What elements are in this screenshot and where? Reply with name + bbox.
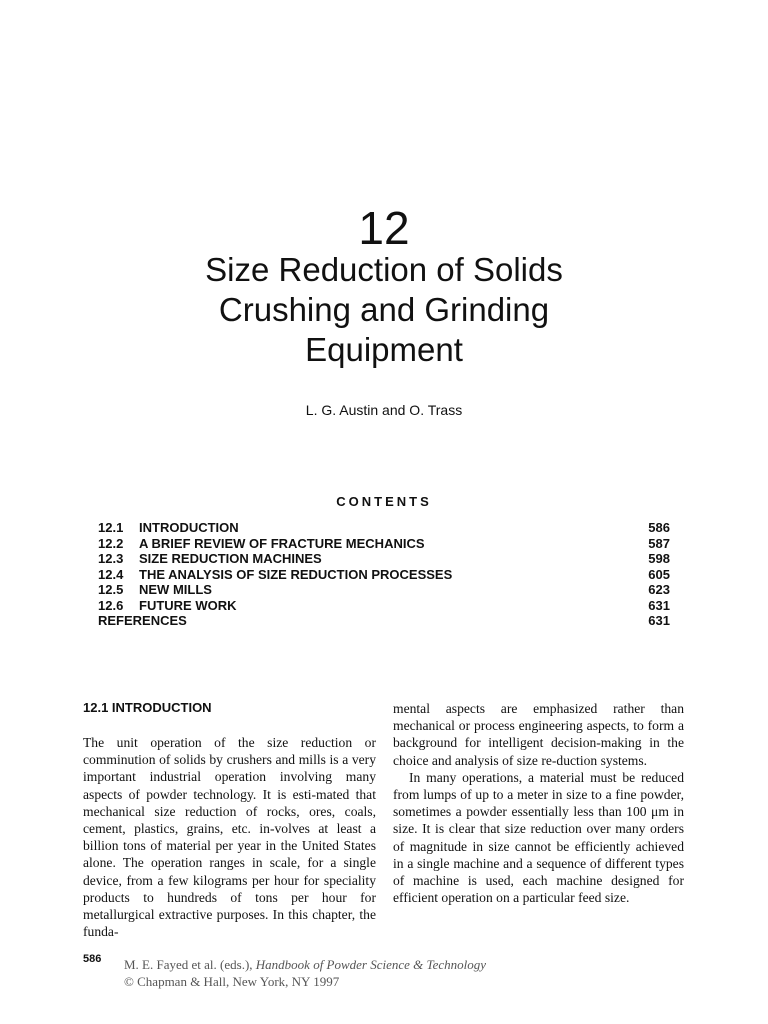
toc-entry-12-6[interactable] (98, 598, 670, 614)
toc-entry-references[interactable] (98, 613, 670, 629)
footer-citation (124, 956, 486, 973)
toc-entry-label (98, 551, 322, 567)
toc-entry-title: A BRIEF REVIEW OF FRACTURE MECHANICS (139, 535, 425, 551)
toc-entry-12-3[interactable] (98, 551, 670, 567)
footer-citation-prefix: M. E. Fayed et al. (eds.), (124, 957, 256, 972)
toc-entry-title: THE ANALYSIS OF SIZE REDUCTION PROCESSES (139, 566, 453, 582)
toc-entry-label (98, 598, 237, 614)
chapter-title (0, 250, 768, 370)
toc-entry-title: INTRODUCTION (139, 520, 239, 535)
toc-entry-12-2[interactable] (98, 536, 670, 552)
body-paragraph: mental aspects are emphasized rather than mechanical or process engineering aspects, to form a background for intelligent decision-making in the choice and analysis of size re-duction systems. (393, 701, 684, 768)
toc-entry-label (98, 536, 425, 552)
toc-entry-number: 12.3 (98, 551, 124, 566)
toc-entry-12-5[interactable] (98, 582, 670, 598)
table-of-contents (98, 520, 670, 629)
chapter-title-line-3: Equipment (305, 331, 463, 368)
chapter-number: 12 (358, 202, 410, 254)
toc-entry-title: NEW MILLS (139, 582, 212, 597)
footer-book-title: Handbook of Powder Science & Technology (255, 957, 487, 972)
contents-heading: CONTENTS (336, 494, 432, 509)
toc-entry-page: 631 (648, 597, 670, 613)
toc-entry-number: 12.6 (98, 597, 124, 613)
chapter-authors: L. G. Austin and O. Trass (305, 402, 463, 418)
toc-entry-label (98, 567, 452, 583)
page-footer (124, 956, 486, 990)
toc-entry-page: 631 (648, 613, 670, 628)
toc-entry-label (98, 520, 239, 536)
toc-entry-number: 12.1 (98, 520, 124, 535)
toc-entry-label (98, 582, 212, 598)
body-column-left (83, 734, 376, 940)
toc-entry-page: 587 (648, 535, 670, 551)
body-column-right (393, 700, 684, 906)
toc-entry-title: FUTURE WORK (139, 597, 237, 613)
toc-entry-number: 12.4 (98, 566, 124, 582)
toc-entry-page: 623 (648, 582, 670, 597)
toc-entry-number: 12.2 (98, 535, 124, 551)
page-number: 586 (83, 953, 102, 965)
section-heading: 12.1 INTRODUCTION (83, 700, 212, 715)
body-paragraph: In many operations, a material must be reduced from lumps of up to a meter in size to a fine powder, sometimes a powder essentially less than 100 μm in size. It is clear that size reduction over many orders of magnitude in size cannot be efficiently achieved in a single machine and a sequence of different types of machine is used, each machine designed for efficient operation on a particular feed size. (393, 769, 684, 906)
chapter-title-line-1: Size Reduction of Solids (205, 251, 563, 288)
toc-entry-label (98, 613, 187, 629)
chapter-title-line-2: Crushing and Grinding (218, 291, 550, 328)
toc-entry-12-4[interactable] (98, 567, 670, 583)
toc-entry-title: REFERENCES (98, 613, 187, 628)
toc-entry-title: SIZE REDUCTION MACHINES (139, 551, 322, 566)
toc-entry-12-1[interactable] (98, 520, 670, 536)
body-paragraph: The unit operation of the size reduction or comminution of solids by crushers and mills is a very important industrial operation involving many aspects of powder technology. It is esti-mated that mechanical size reduction of rocks, ores, coals, cement, plastics, grains, etc. in-volves at least a billion tons of material per year in the United States alone. The operation ranges in scale, for a single device, from a few kilograms per hour for speciality products to hundreds of tons per hour for metallurgical extractive purposes. In this chapter, the funda- (83, 735, 376, 940)
footer-publisher: © Chapman & Hall, New York, NY 1997 (124, 974, 340, 989)
toc-entry-page: 605 (648, 566, 670, 582)
toc-entry-page: 586 (648, 520, 670, 535)
toc-entry-page: 598 (648, 551, 670, 566)
toc-entry-number: 12.5 (98, 582, 124, 597)
